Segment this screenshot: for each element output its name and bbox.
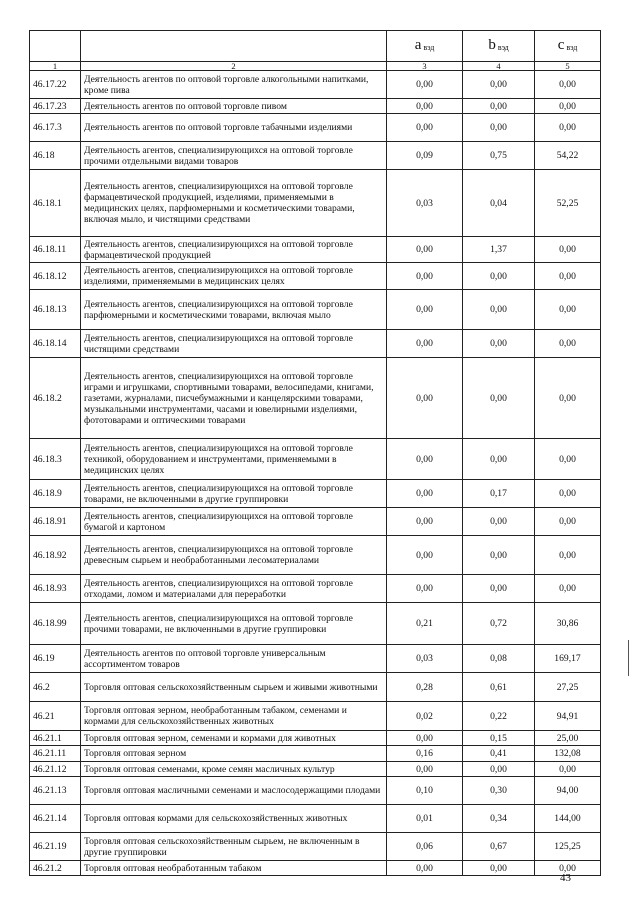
value-b: 0,00: [463, 71, 535, 99]
activity-description: Деятельность агентов по оптовой торговле универсальным ассортиментом товаров: [81, 645, 387, 673]
okved-code: 46.18.9: [30, 480, 81, 508]
value-c: 144,00: [535, 805, 601, 833]
value-a: 0,00: [387, 762, 463, 777]
header-desc-cell: [81, 31, 387, 62]
okved-code: 46.18.13: [30, 290, 81, 330]
column-index-row: [30, 62, 601, 71]
value-a: 0,00: [387, 114, 463, 142]
table-row: [30, 762, 601, 777]
value-a: 0,00: [387, 575, 463, 603]
value-a: 0,00: [387, 290, 463, 330]
value-a: 0,00: [387, 439, 463, 480]
column-index: 5: [535, 62, 601, 71]
activity-description: Деятельность агентов, специализирующихся на оптовой торговле техникой, оборудованием и инструментами, применяемыми в медицинских целях: [81, 439, 387, 480]
table-row: [30, 673, 601, 702]
value-c: 0,00: [535, 508, 601, 536]
value-b: 0,08: [463, 645, 535, 673]
value-a: 0,09: [387, 142, 463, 170]
okved-table: [29, 30, 601, 876]
value-c: 0,00: [535, 861, 601, 876]
value-c: 125,25: [535, 833, 601, 861]
okved-code: 46.21.12: [30, 762, 81, 777]
value-a: 0,00: [387, 508, 463, 536]
value-c: 0,00: [535, 263, 601, 290]
value-c: 132,08: [535, 746, 601, 762]
table-row: [30, 480, 601, 508]
value-a: 0,00: [387, 237, 463, 263]
okved-code: 46.21.13: [30, 777, 81, 805]
table-row: [30, 702, 601, 731]
activity-description: Торговля оптовая необработанным табаком: [81, 861, 387, 876]
table-row: [30, 805, 601, 833]
value-a: 0,16: [387, 746, 463, 762]
activity-description: Деятельность агентов по оптовой торговле табачными изделиями: [81, 114, 387, 142]
table-row: [30, 575, 601, 603]
value-c: 0,00: [535, 536, 601, 575]
value-c: 30,86: [535, 603, 601, 645]
okved-code: 46.18.1: [30, 170, 81, 237]
value-b: 0,00: [463, 762, 535, 777]
margin-mark: [628, 640, 629, 676]
value-c: 52,25: [535, 170, 601, 237]
value-b: 0,00: [463, 439, 535, 480]
activity-description: Деятельность агентов, специализирующихся на оптовой торговле играми и игрушками, спортивными товарами, велосипедами, книгами, газетами, журналами, писчебумажными и канцелярскими товарами, музыкальными инструментами, часами и ювелирными изделиями, фототоварами и оптическими товарами: [81, 358, 387, 439]
value-c: 0,00: [535, 290, 601, 330]
value-a: 0,00: [387, 731, 463, 746]
okved-code: 46.18.2: [30, 358, 81, 439]
okved-code: 46.18.11: [30, 237, 81, 263]
value-a: 0,00: [387, 330, 463, 358]
value-c: 0,00: [535, 114, 601, 142]
okved-code: 46.17.22: [30, 71, 81, 99]
value-a: 0,00: [387, 263, 463, 290]
value-b: 0,34: [463, 805, 535, 833]
okved-code: 46.21.1: [30, 731, 81, 746]
value-a: 0,00: [387, 480, 463, 508]
value-c: 94,91: [535, 702, 601, 731]
activity-description: Торговля оптовая масличными семенами и маслосодержащими плодами: [81, 777, 387, 805]
value-a: 0,28: [387, 673, 463, 702]
table-row: [30, 142, 601, 170]
table-row: [30, 603, 601, 645]
okved-code: 46.21.11: [30, 746, 81, 762]
okved-code: 46.18: [30, 142, 81, 170]
table-row: [30, 833, 601, 861]
value-b: 0,00: [463, 508, 535, 536]
value-c: 0,00: [535, 439, 601, 480]
header-code-cell: [30, 31, 81, 62]
value-a: 0,02: [387, 702, 463, 731]
value-b: 0,61: [463, 673, 535, 702]
okved-code: 46.21.2: [30, 861, 81, 876]
header-c: c $_{вэд}$: [535, 31, 601, 62]
value-c: 0,00: [535, 480, 601, 508]
okved-code: 46.21.14: [30, 805, 81, 833]
activity-description: Торговля оптовая зерном, семенами и кормами для животных: [81, 731, 387, 746]
value-b: 1,37: [463, 237, 535, 263]
table-row: [30, 170, 601, 237]
activity-description: Деятельность агентов, специализирующихся на оптовой торговле прочими товарами, не включенными в другие группировки: [81, 603, 387, 645]
okved-code: 46.18.92: [30, 536, 81, 575]
value-c: 0,00: [535, 330, 601, 358]
activity-description: Деятельность агентов по оптовой торговле пивом: [81, 99, 387, 114]
table-row: [30, 237, 601, 263]
table-row: [30, 731, 601, 746]
value-c: 0,00: [535, 71, 601, 99]
activity-description: Торговля оптовая сельскохозяйственным сырьем и живыми животными: [81, 673, 387, 702]
value-b: 0,30: [463, 777, 535, 805]
value-b: 0,00: [463, 536, 535, 575]
activity-description: Деятельность агентов по оптовой торговле алкогольными напитками, кроме пива: [81, 71, 387, 99]
value-b: 0,22: [463, 702, 535, 731]
value-a: 0,03: [387, 170, 463, 237]
okved-code: 46.21.19: [30, 833, 81, 861]
table-row: [30, 71, 601, 99]
table-row: [30, 536, 601, 575]
okved-code: 46.18.91: [30, 508, 81, 536]
value-b: 0,00: [463, 99, 535, 114]
table-row: [30, 439, 601, 480]
activity-description: Торговля оптовая зерном, необработанным табаком, семенами и кормами для сельскохозяйственных животных: [81, 702, 387, 731]
table-row: [30, 263, 601, 290]
value-c: 25,00: [535, 731, 601, 746]
activity-description: Деятельность агентов, специализирующихся на оптовой торговле отходами, ломом и материалами для переработки: [81, 575, 387, 603]
activity-description: Деятельность агентов, специализирующихся на оптовой торговле парфюмерными и косметическими товарами, включая мыло: [81, 290, 387, 330]
value-b: 0,00: [463, 575, 535, 603]
value-b: 0,00: [463, 290, 535, 330]
column-index: 1: [30, 62, 81, 71]
value-b: 0,00: [463, 114, 535, 142]
value-a: 0,03: [387, 645, 463, 673]
value-b: 0,04: [463, 170, 535, 237]
activity-description: Деятельность агентов, специализирующихся на оптовой торговле товарами, не включенными в другие группировки: [81, 480, 387, 508]
value-a: 0,00: [387, 358, 463, 439]
value-c: 169,17: [535, 645, 601, 673]
okved-code: 46.17.23: [30, 99, 81, 114]
value-b: 0,00: [463, 330, 535, 358]
value-b: 0,75: [463, 142, 535, 170]
table-row: [30, 861, 601, 876]
value-b: 0,00: [463, 861, 535, 876]
value-b: 0,67: [463, 833, 535, 861]
value-a: 0,00: [387, 71, 463, 99]
column-index: 2: [81, 62, 387, 71]
value-b: 0,17: [463, 480, 535, 508]
value-c: 54,22: [535, 142, 601, 170]
table-row: [30, 508, 601, 536]
okved-code: 46.19: [30, 645, 81, 673]
table-row: [30, 114, 601, 142]
okved-code: 46.18.99: [30, 603, 81, 645]
value-a: 0,10: [387, 777, 463, 805]
column-index: 4: [463, 62, 535, 71]
activity-description: Деятельность агентов, специализирующихся на оптовой торговле фармацевтической продукцией: [81, 237, 387, 263]
value-c: 0,00: [535, 358, 601, 439]
table-row: [30, 358, 601, 439]
okved-code: 46.18.3: [30, 439, 81, 480]
table-row: [30, 645, 601, 673]
value-b: 0,41: [463, 746, 535, 762]
activity-description: Деятельность агентов, специализирующихся на оптовой торговле прочими отдельными видами товаров: [81, 142, 387, 170]
value-c: 0,00: [535, 237, 601, 263]
table-row: [30, 777, 601, 805]
value-c: 0,00: [535, 762, 601, 777]
value-b: 0,72: [463, 603, 535, 645]
value-a: 0,21: [387, 603, 463, 645]
header-a: a $_{вэд}$: [387, 31, 463, 62]
okved-code: 46.21: [30, 702, 81, 731]
okved-code: 46.17.3: [30, 114, 81, 142]
okved-code: 46.18.14: [30, 330, 81, 358]
table-row: [30, 330, 601, 358]
value-c: 0,00: [535, 99, 601, 114]
value-b: 0,15: [463, 731, 535, 746]
table-header-row: [30, 31, 601, 62]
activity-description: Торговля оптовая кормами для сельскохозяйственных животных: [81, 805, 387, 833]
value-a: 0,00: [387, 861, 463, 876]
okved-code: 46.18.12: [30, 263, 81, 290]
activity-description: Деятельность агентов, специализирующихся на оптовой торговле чистящими средствами: [81, 330, 387, 358]
value-a: 0,06: [387, 833, 463, 861]
activity-description: Торговля оптовая сельскохозяйственным сырьем, не включенным в другие группировки: [81, 833, 387, 861]
table-row: [30, 99, 601, 114]
header-b: b $_{вэд}$: [463, 31, 535, 62]
value-c: 27,25: [535, 673, 601, 702]
activity-description: Деятельность агентов, специализирующихся на оптовой торговле бумагой и картоном: [81, 508, 387, 536]
value-b: 0,00: [463, 263, 535, 290]
okved-code: 46.2: [30, 673, 81, 702]
activity-description: Торговля оптовая зерном: [81, 746, 387, 762]
value-a: 0,00: [387, 99, 463, 114]
activity-description: Деятельность агентов, специализирующихся на оптовой торговле фармацевтической продукцией, изделиями, применяемыми в медицинских целях, парфюмерными и косметическими товарами, включая мыло, и чистящими средствами: [81, 170, 387, 237]
activity-description: Деятельность агентов, специализирующихся на оптовой торговле изделиями, применяемыми в медицинских целях: [81, 263, 387, 290]
activity-description: Торговля оптовая семенами, кроме семян масличных культур: [81, 762, 387, 777]
value-b: 0,00: [463, 358, 535, 439]
table-row: [30, 290, 601, 330]
column-index: 3: [387, 62, 463, 71]
table-row: [30, 746, 601, 762]
page-number: 43: [560, 872, 571, 884]
activity-description: Деятельность агентов, специализирующихся на оптовой торговле древесным сырьем и необработанными лесоматериалами: [81, 536, 387, 575]
value-a: 0,00: [387, 536, 463, 575]
okved-code: 46.18.93: [30, 575, 81, 603]
value-c: 0,00: [535, 575, 601, 603]
value-a: 0,01: [387, 805, 463, 833]
value-c: 94,00: [535, 777, 601, 805]
